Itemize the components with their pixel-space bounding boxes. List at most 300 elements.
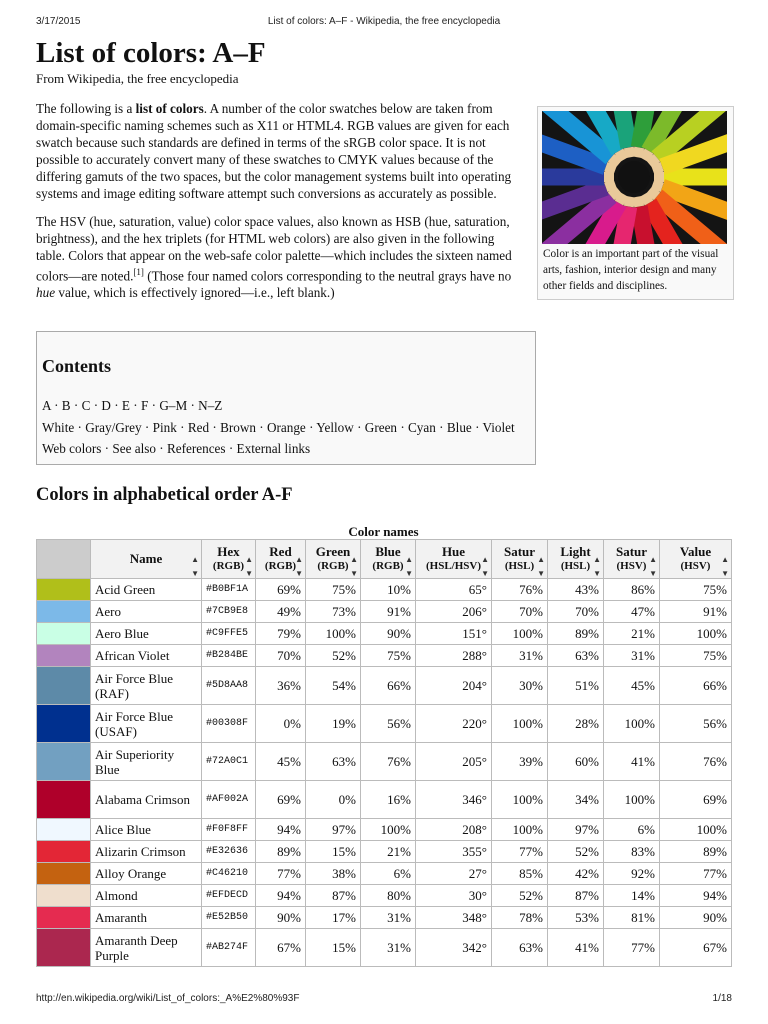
toc-separator: · (397, 420, 409, 435)
color-swatch (37, 885, 91, 907)
page-subtitle: From Wikipedia, the free encyclopedia (36, 71, 239, 86)
sort-icon[interactable]: ▲ ▼ (721, 555, 729, 578)
toc-title: Contents (42, 356, 112, 376)
pencil-tip-shape (619, 151, 624, 160)
toc-link[interactable]: Orange (266, 420, 306, 435)
color-swatch (37, 667, 91, 705)
table-header-row (37, 540, 732, 579)
value-cell-v: 100% (660, 623, 732, 645)
column-header-label: Name (129, 551, 163, 566)
value-cell-hue: 65° (416, 579, 492, 601)
toc-separator: · (225, 441, 237, 456)
intro-paragraph-2 (36, 213, 522, 301)
table-row (37, 579, 732, 601)
value-cell-sl: 100% (492, 623, 548, 645)
pencil-tip-shape (649, 158, 657, 164)
table-row (37, 705, 732, 743)
hex-value: #B0BF1A (202, 579, 256, 601)
color-swatch (37, 929, 91, 967)
value-cell-b: 6% (361, 863, 416, 885)
toc-link[interactable]: Pink (152, 420, 177, 435)
toc-separator: · (101, 441, 113, 456)
toc-separator: · (435, 420, 447, 435)
toc-link[interactable]: Green (364, 420, 398, 435)
column-header-label: Satur (503, 544, 536, 559)
color-name-link[interactable]: Alloy Orange (91, 863, 202, 885)
value-cell-r: 49% (256, 601, 306, 623)
value-cell-g: 87% (306, 885, 361, 907)
value-cell-sv: 100% (604, 781, 660, 819)
toc-line-other (42, 441, 310, 457)
column-header-sublabel: (HSV) (680, 560, 711, 572)
value-cell-l: 60% (548, 743, 604, 781)
value-cell-hue: 220° (416, 705, 492, 743)
value-cell-sl: 63% (492, 929, 548, 967)
hex-value: #B284BE (202, 645, 256, 667)
hex-value: #72A0C1 (202, 743, 256, 781)
toc-link[interactable]: See also (112, 441, 156, 456)
sort-icon[interactable]: ▲ ▼ (481, 555, 489, 578)
color-name-link[interactable]: Alizarin Crimson (91, 841, 202, 863)
p2-text-c: value, which is effectively ignored—i.e., left blank.) (55, 285, 335, 301)
pencil-tip-shape (611, 158, 619, 164)
table-row (37, 623, 732, 645)
value-cell-b: 76% (361, 743, 416, 781)
column-header-label: Hue (441, 544, 466, 559)
value-cell-hue: 208° (416, 819, 492, 841)
value-cell-v: 75% (660, 645, 732, 667)
pencil-tip-shape (653, 167, 662, 170)
column-header[interactable] (604, 540, 660, 579)
table-caption: Color names (348, 524, 419, 539)
value-cell-b: 16% (361, 781, 416, 819)
column-header[interactable] (306, 540, 361, 579)
toc-separator: · (70, 398, 82, 413)
column-header[interactable] (361, 540, 416, 579)
toc-line-colors (42, 420, 515, 436)
value-cell-l: 43% (548, 579, 604, 601)
toc-separator: · (305, 420, 317, 435)
value-cell-r: 89% (256, 841, 306, 863)
value-cell-b: 10% (361, 579, 416, 601)
p1-text-b: . A number of the color swatches below are taken from domain-specific naming schemes such as X11 or HTML4. RGB values are given for each swatch because such standards are defined in terms of the sRGB color space. It is not possible to accurately convert many of these swatches to CMYK values because of the differing gamuts of the two spaces, but the color management systems built into operating systems and image editing software attempt such conversions as accurately as possible. (36, 101, 512, 201)
header-swatch-cell (37, 540, 91, 579)
colored-pencils-image[interactable] (542, 111, 727, 244)
value-cell-hue: 348° (416, 907, 492, 929)
value-cell-sv: 100% (604, 705, 660, 743)
value-cell-v: 75% (660, 579, 732, 601)
toc-link[interactable]: A (42, 398, 51, 413)
value-cell-r: 36% (256, 667, 306, 705)
color-name-link[interactable]: Amaranth Deep Purple (91, 929, 202, 967)
value-cell-v: 100% (660, 819, 732, 841)
hex-value: #C9FFE5 (202, 623, 256, 645)
value-cell-hue: 205° (416, 743, 492, 781)
value-cell-l: 28% (548, 705, 604, 743)
section-heading: Colors in alphabetical order A-F (36, 485, 293, 505)
toc-link[interactable]: Yellow (316, 420, 354, 435)
value-cell-v: 76% (660, 743, 732, 781)
toc-separator: · (74, 420, 86, 435)
column-header-label: Hex (217, 544, 240, 559)
toc-link[interactable]: Cyan (408, 420, 436, 435)
column-header[interactable] (91, 540, 202, 579)
color-swatch (37, 819, 91, 841)
hex-value: #EFDECD (202, 885, 256, 907)
sort-icon[interactable]: ▲ ▼ (245, 555, 253, 578)
value-cell-hue: 151° (416, 623, 492, 645)
column-header-sublabel: (RGB) (317, 560, 349, 572)
color-name-link[interactable]: Air Force Blue (USAF) (91, 705, 202, 743)
hex-value: #E52B50 (202, 907, 256, 929)
value-cell-g: 97% (306, 819, 361, 841)
value-cell-sv: 41% (604, 743, 660, 781)
value-cell-hue: 355° (416, 841, 492, 863)
value-cell-sl: 76% (492, 579, 548, 601)
column-header-sublabel: (HSL) (504, 560, 535, 572)
toc-link[interactable]: D (101, 398, 111, 413)
color-swatch (37, 743, 91, 781)
column-header[interactable] (660, 540, 732, 579)
value-cell-l: 70% (548, 601, 604, 623)
value-cell-l: 97% (548, 819, 604, 841)
toc-separator: · (148, 398, 160, 413)
value-cell-b: 31% (361, 929, 416, 967)
toc-separator: · (50, 398, 62, 413)
toc-link[interactable]: F (140, 398, 149, 413)
reference-link[interactable]: [1] (133, 267, 144, 277)
value-cell-g: 0% (306, 781, 361, 819)
sort-icon[interactable]: ▲ ▼ (405, 555, 413, 578)
hex-value: #5D8AA8 (202, 667, 256, 705)
page-title: List of colors: A–F (36, 37, 266, 69)
value-cell-sl: 70% (492, 601, 548, 623)
sort-icon[interactable]: ▲ ▼ (593, 555, 601, 578)
toc-link[interactable]: Web colors (42, 441, 102, 456)
print-date: 3/17/2015 (36, 16, 81, 27)
sort-icon[interactable]: ▲ ▼ (191, 555, 199, 578)
value-cell-sv: 77% (604, 929, 660, 967)
column-header-sublabel: (RGB) (372, 560, 404, 572)
column-header[interactable] (548, 540, 604, 579)
color-swatch (37, 863, 91, 885)
color-swatch (37, 781, 91, 819)
color-name-link[interactable]: Alabama Crimson (91, 781, 202, 819)
toc-separator: · (129, 398, 141, 413)
print-title: List of colors: A–F - Wikipedia, the free encyclopedia (267, 16, 501, 27)
value-cell-v: 66% (660, 667, 732, 705)
sort-icon[interactable]: ▲ ▼ (537, 555, 545, 578)
value-cell-g: 100% (306, 623, 361, 645)
color-name-link[interactable]: Air Superiority Blue (91, 743, 202, 781)
intro-paragraph-1 (36, 100, 522, 202)
color-name-link[interactable]: Amaranth (91, 907, 202, 929)
value-cell-sl: 52% (492, 885, 548, 907)
value-cell-g: 17% (306, 907, 361, 929)
column-header-sublabel: (RGB) (264, 560, 297, 572)
value-cell-sv: 14% (604, 885, 660, 907)
toc-separator: · (110, 398, 122, 413)
value-cell-r: 77% (256, 863, 306, 885)
color-swatch (37, 841, 91, 863)
value-cell-b: 100% (361, 819, 416, 841)
pencil-tip-shape (637, 197, 639, 207)
value-cell-hue: 204° (416, 667, 492, 705)
value-cell-hue: 346° (416, 781, 492, 819)
column-header-label: Red (269, 544, 292, 559)
value-cell-v: 91% (660, 601, 732, 623)
value-cell-v: 89% (660, 841, 732, 863)
toc-separator: · (209, 420, 221, 435)
toc-link[interactable]: G–M (159, 398, 188, 413)
column-header-sublabel: (HSL/HSV) (425, 560, 481, 572)
print-header (36, 16, 732, 30)
value-cell-r: 45% (256, 743, 306, 781)
pencil-tip-shape (644, 151, 649, 160)
color-name-link[interactable]: Aero Blue (91, 623, 202, 645)
value-cell-hue: 342° (416, 929, 492, 967)
figure-caption: Color is an important part of the visual arts, fashion, interior design and many other fields and disciplines. (543, 248, 719, 292)
toc-link[interactable]: N–Z (198, 398, 223, 413)
p1-text-a: The following is a (36, 101, 136, 116)
toc-separator: · (187, 398, 199, 413)
sort-icon[interactable]: ▲ ▼ (295, 555, 303, 578)
value-cell-b: 31% (361, 907, 416, 929)
value-cell-l: 87% (548, 885, 604, 907)
value-cell-sl: 78% (492, 907, 548, 929)
value-cell-v: 77% (660, 863, 732, 885)
pencil-tip-shape (611, 190, 619, 196)
color-swatch (37, 705, 91, 743)
value-cell-v: 90% (660, 907, 732, 929)
value-cell-l: 63% (548, 645, 604, 667)
toc-separator: · (255, 420, 267, 435)
value-cell-b: 56% (361, 705, 416, 743)
column-header-label: Green (315, 544, 351, 559)
table-body (37, 579, 732, 967)
table-row (37, 601, 732, 623)
value-cell-b: 21% (361, 841, 416, 863)
column-header-label: Value (679, 544, 712, 559)
value-cell-b: 75% (361, 645, 416, 667)
value-cell-sv: 45% (604, 667, 660, 705)
toc-separator: · (90, 398, 102, 413)
value-cell-sl: 77% (492, 841, 548, 863)
toc-link[interactable]: References (166, 441, 226, 456)
value-cell-sv: 21% (604, 623, 660, 645)
value-cell-l: 41% (548, 929, 604, 967)
pencil-tip-shape (644, 194, 649, 203)
value-cell-l: 34% (548, 781, 604, 819)
color-name-link[interactable]: Almond (91, 885, 202, 907)
hex-value: #E32636 (202, 841, 256, 863)
value-cell-sv: 47% (604, 601, 660, 623)
pencil-tip-shape (653, 184, 662, 187)
value-cell-sl: 100% (492, 781, 548, 819)
hue-italic: hue (36, 285, 56, 301)
value-cell-sv: 81% (604, 907, 660, 929)
toc-separator: · (155, 441, 167, 456)
value-cell-g: 54% (306, 667, 361, 705)
column-header-label: Light (560, 544, 591, 559)
pencil-center-shape (618, 161, 650, 193)
column-header[interactable] (256, 540, 306, 579)
toc-link[interactable]: External links (236, 441, 311, 456)
toc-link[interactable]: Brown (220, 420, 256, 435)
value-cell-r: 0% (256, 705, 306, 743)
table-of-contents (36, 331, 536, 465)
value-cell-r: 94% (256, 885, 306, 907)
list-of-colors-bold: list of colors (135, 101, 204, 116)
value-cell-v: 67% (660, 929, 732, 967)
table-row (37, 819, 732, 841)
value-cell-g: 73% (306, 601, 361, 623)
value-cell-hue: 206° (416, 601, 492, 623)
intro-text (36, 100, 522, 312)
value-cell-sl: 85% (492, 863, 548, 885)
p2-text-a: The HSV (hue, saturation, value) color space values, also known as HSB (hue, saturation, brightness), and the hex triplets (for HTML web colors) are also given in the following table. Colors that appear on the web-safe color palette—which includes the sixteen named colors—are noted. (36, 214, 512, 284)
toc-separator: · (176, 420, 188, 435)
value-cell-sl: 30% (492, 667, 548, 705)
value-cell-g: 38% (306, 863, 361, 885)
value-cell-r: 69% (256, 781, 306, 819)
hex-value: #F0F8FF (202, 819, 256, 841)
value-cell-b: 80% (361, 885, 416, 907)
hex-value: #C46210 (202, 863, 256, 885)
sort-icon[interactable]: ▲ ▼ (350, 555, 358, 578)
value-cell-l: 51% (548, 667, 604, 705)
table-row (37, 781, 732, 819)
table-row (37, 743, 732, 781)
value-cell-g: 75% (306, 579, 361, 601)
hex-value: #AB274F (202, 929, 256, 967)
toc-link[interactable]: C (81, 398, 91, 413)
value-cell-v: 69% (660, 781, 732, 819)
value-cell-l: 52% (548, 841, 604, 863)
value-cell-l: 42% (548, 863, 604, 885)
value-cell-hue: 27° (416, 863, 492, 885)
value-cell-b: 66% (361, 667, 416, 705)
column-header-sublabel: (HSL) (560, 560, 591, 572)
toc-link[interactable]: B (61, 398, 71, 413)
column-header-sublabel: (RGB) (212, 560, 245, 572)
color-swatch (37, 645, 91, 667)
color-swatch (37, 907, 91, 929)
sort-icon[interactable]: ▲ ▼ (649, 555, 657, 578)
table-row (37, 907, 732, 929)
value-cell-sv: 86% (604, 579, 660, 601)
column-header[interactable] (416, 540, 492, 579)
table-row (37, 841, 732, 863)
toc-link[interactable]: Red (187, 420, 210, 435)
value-cell-hue: 30° (416, 885, 492, 907)
column-header-sublabel: (HSV) (616, 560, 647, 572)
print-footer (36, 993, 732, 1007)
pencil-tip-shape (619, 194, 624, 203)
value-cell-g: 19% (306, 705, 361, 743)
table-row (37, 863, 732, 885)
value-cell-g: 15% (306, 841, 361, 863)
print-page-number: 1/18 (712, 993, 732, 1004)
value-cell-v: 56% (660, 705, 732, 743)
toc-separator: · (141, 420, 153, 435)
value-cell-sl: 100% (492, 819, 548, 841)
value-cell-r: 90% (256, 907, 306, 929)
color-swatch (37, 579, 91, 601)
value-cell-sl: 39% (492, 743, 548, 781)
color-swatch (37, 601, 91, 623)
hex-value: #00308F (202, 705, 256, 743)
value-cell-r: 79% (256, 623, 306, 645)
value-cell-b: 90% (361, 623, 416, 645)
pencil-tip-shape (637, 147, 639, 157)
value-cell-sv: 92% (604, 863, 660, 885)
value-cell-g: 63% (306, 743, 361, 781)
value-cell-r: 67% (256, 929, 306, 967)
colors-table (36, 539, 732, 967)
color-name-link[interactable]: Acid Green (91, 579, 202, 601)
value-cell-sv: 83% (604, 841, 660, 863)
pencil-tip-shape (629, 147, 631, 157)
value-cell-b: 91% (361, 601, 416, 623)
pencil-tip-shape (629, 197, 631, 207)
value-cell-hue: 288° (416, 645, 492, 667)
value-cell-sv: 31% (604, 645, 660, 667)
color-name-link[interactable]: Alice Blue (91, 819, 202, 841)
toc-line-letters (42, 398, 222, 414)
pencil-tip-shape (606, 167, 615, 170)
table-row (37, 667, 732, 705)
toc-separator: · (353, 420, 365, 435)
value-cell-sv: 6% (604, 819, 660, 841)
value-cell-r: 94% (256, 819, 306, 841)
toc-separator: · (471, 420, 483, 435)
pencils-graphic (542, 111, 727, 244)
hex-value: #7CB9E8 (202, 601, 256, 623)
table-row (37, 885, 732, 907)
value-cell-r: 70% (256, 645, 306, 667)
value-cell-v: 94% (660, 885, 732, 907)
color-name-link[interactable]: Air Force Blue (RAF) (91, 667, 202, 705)
color-name-link[interactable]: Aero (91, 601, 202, 623)
value-cell-sl: 31% (492, 645, 548, 667)
column-header-label: Satur (615, 544, 648, 559)
value-cell-r: 69% (256, 579, 306, 601)
toc-link[interactable]: Violet (482, 420, 515, 435)
table-row (37, 929, 732, 967)
column-header[interactable] (202, 540, 256, 579)
color-swatch (37, 623, 91, 645)
print-url: http://en.wikipedia.org/wiki/List_of_colors:_A%E2%80%93F (36, 993, 300, 1004)
table-row (37, 645, 732, 667)
value-cell-g: 52% (306, 645, 361, 667)
pencil-tip-shape (606, 184, 615, 187)
toc-link[interactable]: Blue (446, 420, 472, 435)
hex-value: #AF002A (202, 781, 256, 819)
column-header[interactable] (492, 540, 548, 579)
value-cell-sl: 100% (492, 705, 548, 743)
thumbnail-figure (537, 106, 734, 300)
pencil-tip-shape (649, 190, 657, 196)
toc-link[interactable]: White (42, 420, 75, 435)
p2-text-b: (Those four named colors corresponding to the neutral grays have no (143, 268, 512, 284)
value-cell-l: 89% (548, 623, 604, 645)
toc-link[interactable]: Gray/Grey (85, 420, 142, 435)
color-name-link[interactable]: African Violet (91, 645, 202, 667)
value-cell-l: 53% (548, 907, 604, 929)
value-cell-g: 15% (306, 929, 361, 967)
toc-link[interactable]: E (121, 398, 130, 413)
